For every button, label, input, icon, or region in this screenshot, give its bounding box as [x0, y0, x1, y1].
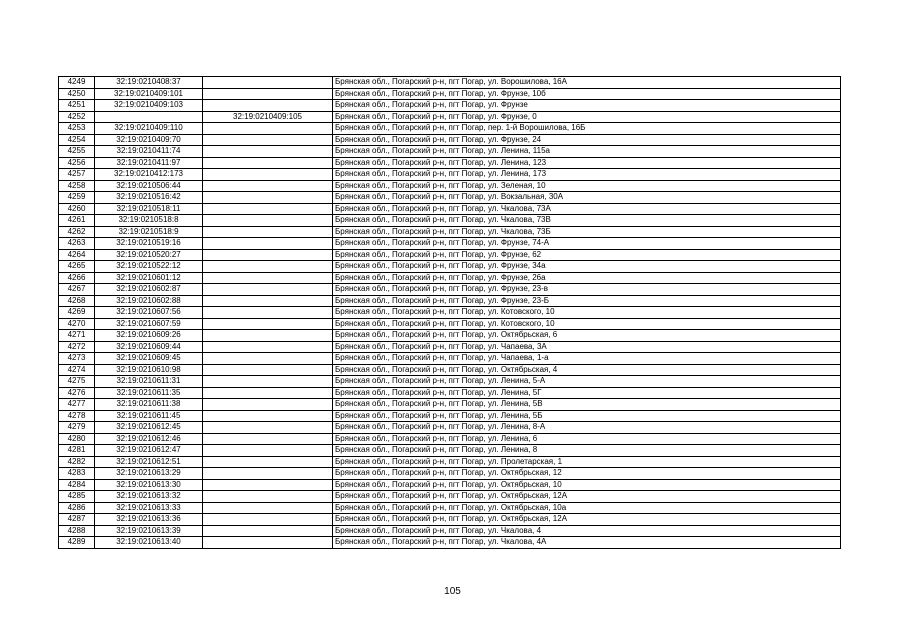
- cadastral-number-cell: [95, 111, 203, 123]
- cadastral-number-cell: 32:19:0210602:87: [95, 284, 203, 296]
- cadastral-number-alt-cell: 32:19:0210409:105: [203, 111, 333, 123]
- row-number-cell: 4263: [59, 238, 95, 250]
- cadastral-number-cell: 32:19:0210611:38: [95, 399, 203, 411]
- address-cell: Брянская обл., Погарский р-н, пгт Погар, ул. Вокзальная, 30А: [333, 192, 841, 204]
- cadastral-number-alt-cell: [203, 100, 333, 112]
- row-number-cell: 4289: [59, 537, 95, 549]
- cadastral-number-alt-cell: [203, 456, 333, 468]
- cadastral-number-cell: 32:19:0210411:74: [95, 146, 203, 158]
- table-row: [59, 410, 841, 422]
- address-cell: Брянская обл., Погарский р-н, пгт Погар, ул. Октябрьская, 12: [333, 468, 841, 480]
- cadastral-number-cell: 32:19:0210613:30: [95, 479, 203, 491]
- cadastral-number-cell: 32:19:0210609:44: [95, 341, 203, 353]
- address-cell: Брянская обл., Погарский р-н, пгт Погар, ул. Чкалова, 73Б: [333, 226, 841, 238]
- table-row: [59, 192, 841, 204]
- row-number-cell: 4266: [59, 272, 95, 284]
- table-row: [59, 330, 841, 342]
- table-row: [59, 491, 841, 503]
- address-cell: Брянская обл., Погарский р-н, пгт Погар, ул. Чапаева, 1-а: [333, 353, 841, 365]
- cadastral-number-alt-cell: [203, 410, 333, 422]
- address-cell: Брянская обл., Погарский р-н, пгт Погар, ул. Октябрьская, 10: [333, 479, 841, 491]
- row-number-cell: 4268: [59, 295, 95, 307]
- row-number-cell: 4279: [59, 422, 95, 434]
- cadastral-number-cell: 32:19:0210506:44: [95, 180, 203, 192]
- cadastral-number-alt-cell: [203, 445, 333, 457]
- cadastral-number-alt-cell: [203, 468, 333, 480]
- table-row: [59, 514, 841, 526]
- cadastral-number-cell: 32:19:0210607:59: [95, 318, 203, 330]
- row-number-cell: 4250: [59, 88, 95, 100]
- row-number-cell: 4262: [59, 226, 95, 238]
- cadastral-number-cell: 32:19:0210518:9: [95, 226, 203, 238]
- row-number-cell: 4267: [59, 284, 95, 296]
- table-row: [59, 88, 841, 100]
- row-number-cell: 4273: [59, 353, 95, 365]
- cadastral-number-cell: 32:19:0210522:12: [95, 261, 203, 273]
- cadastral-number-alt-cell: [203, 203, 333, 215]
- row-number-cell: 4280: [59, 433, 95, 445]
- cadastral-number-cell: 32:19:0210613:40: [95, 537, 203, 549]
- row-number-cell: 4253: [59, 123, 95, 135]
- address-cell: Брянская обл., Погарский р-н, пгт Погар, ул. Октябрьская, 4: [333, 364, 841, 376]
- address-cell: Брянская обл., Погарский р-н, пгт Погар, ул. Фрунзе, 62: [333, 249, 841, 261]
- cadastral-number-cell: 32:19:0210609:45: [95, 353, 203, 365]
- row-number-cell: 4282: [59, 456, 95, 468]
- address-cell: Брянская обл., Погарский р-н, пгт Погар, ул. Ворошилова, 16А: [333, 77, 841, 89]
- row-number-cell: 4281: [59, 445, 95, 457]
- address-cell: Брянская обл., Погарский р-н, пгт Погар, ул. Чапаева, 3А: [333, 341, 841, 353]
- cadastral-number-cell: 32:19:0210610:98: [95, 364, 203, 376]
- table-row: [59, 169, 841, 181]
- cadastral-number-alt-cell: [203, 123, 333, 135]
- address-cell: Брянская обл., Погарский р-н, пгт Погар, ул. Октябрьская, 6: [333, 330, 841, 342]
- cadastral-number-alt-cell: [203, 77, 333, 89]
- row-number-cell: 4278: [59, 410, 95, 422]
- address-cell: Брянская обл., Погарский р-н, пгт Погар, ул. Ленина, 5В: [333, 399, 841, 411]
- table-row: [59, 284, 841, 296]
- row-number-cell: 4284: [59, 479, 95, 491]
- cadastral-number-cell: 32:19:0210409:70: [95, 134, 203, 146]
- row-number-cell: 4274: [59, 364, 95, 376]
- cadastral-number-cell: 32:19:0210409:110: [95, 123, 203, 135]
- table-row: [59, 261, 841, 273]
- cadastral-number-cell: 32:19:0210612:51: [95, 456, 203, 468]
- cadastral-number-cell: 32:19:0210518:11: [95, 203, 203, 215]
- table-row: [59, 479, 841, 491]
- address-cell: Брянская обл., Погарский р-н, пгт Погар, ул. Фрунзе, 34а: [333, 261, 841, 273]
- table-row: [59, 215, 841, 227]
- cadastral-number-alt-cell: [203, 169, 333, 181]
- address-cell: Брянская обл., Погарский р-н, пгт Погар, ул. Фрунзе, 0: [333, 111, 841, 123]
- cadastral-number-alt-cell: [203, 330, 333, 342]
- table-row: [59, 445, 841, 457]
- table-row: [59, 502, 841, 514]
- cadastral-number-cell: 32:19:0210609:26: [95, 330, 203, 342]
- table-row: [59, 364, 841, 376]
- cadastral-number-alt-cell: [203, 399, 333, 411]
- cadastral-number-cell: 32:19:0210602:88: [95, 295, 203, 307]
- table-row: [59, 146, 841, 158]
- table-row: [59, 422, 841, 434]
- cadastral-number-alt-cell: [203, 387, 333, 399]
- cadastral-number-alt-cell: [203, 284, 333, 296]
- row-number-cell: 4254: [59, 134, 95, 146]
- cadastral-number-alt-cell: [203, 353, 333, 365]
- cadastral-number-alt-cell: [203, 364, 333, 376]
- cadastral-number-alt-cell: [203, 376, 333, 388]
- address-cell: Брянская обл., Погарский р-н, пгт Погар, ул. Ленина, 173: [333, 169, 841, 181]
- cadastral-number-cell: 32:19:0210408:37: [95, 77, 203, 89]
- table-row: [59, 307, 841, 319]
- table-row: [59, 318, 841, 330]
- cadastral-number-cell: 32:19:0210612:45: [95, 422, 203, 434]
- row-number-cell: 4265: [59, 261, 95, 273]
- row-number-cell: 4286: [59, 502, 95, 514]
- cadastral-number-alt-cell: [203, 192, 333, 204]
- address-cell: Брянская обл., Погарский р-н, пгт Погар, ул. Пролетарская, 1: [333, 456, 841, 468]
- cadastral-number-alt-cell: [203, 88, 333, 100]
- cadastral-number-alt-cell: [203, 238, 333, 250]
- table-row: [59, 77, 841, 89]
- row-number-cell: 4271: [59, 330, 95, 342]
- cadastral-number-alt-cell: [203, 226, 333, 238]
- table-row: [59, 134, 841, 146]
- row-number-cell: 4272: [59, 341, 95, 353]
- row-number-cell: 4249: [59, 77, 95, 89]
- cadastral-number-cell: 32:19:0210518:8: [95, 215, 203, 227]
- address-cell: Брянская обл., Погарский р-н, пгт Погар, ул. Фрунзе, 26а: [333, 272, 841, 284]
- address-cell: Брянская обл., Погарский р-н, пгт Погар, ул. Зеленая, 10: [333, 180, 841, 192]
- table-row: [59, 226, 841, 238]
- row-number-cell: 4276: [59, 387, 95, 399]
- table-row: [59, 376, 841, 388]
- row-number-cell: 4260: [59, 203, 95, 215]
- table-row: [59, 468, 841, 480]
- table-row: [59, 180, 841, 192]
- table-row: [59, 537, 841, 549]
- cadastral-number-alt-cell: [203, 525, 333, 537]
- row-number-cell: 4259: [59, 192, 95, 204]
- address-cell: Брянская обл., Погарский р-н, пгт Погар, ул. Фрунзе, 23-в: [333, 284, 841, 296]
- cadastral-number-alt-cell: [203, 479, 333, 491]
- cadastral-number-alt-cell: [203, 134, 333, 146]
- table-row: [59, 353, 841, 365]
- table-row: [59, 399, 841, 411]
- table-row: [59, 341, 841, 353]
- cadastral-number-alt-cell: [203, 180, 333, 192]
- address-cell: Брянская обл., Погарский р-н, пгт Погар, ул. Ленина, 123: [333, 157, 841, 169]
- cadastral-number-alt-cell: [203, 341, 333, 353]
- table-row: [59, 249, 841, 261]
- cadastral-number-alt-cell: [203, 215, 333, 227]
- row-number-cell: 4257: [59, 169, 95, 181]
- cadastral-number-cell: 32:19:0210611:45: [95, 410, 203, 422]
- cadastral-number-cell: 32:19:0210613:33: [95, 502, 203, 514]
- table-row: [59, 123, 841, 135]
- address-cell: Брянская обл., Погарский р-н, пгт Погар, ул. Ленина, 5Б: [333, 410, 841, 422]
- address-cell: Брянская обл., Погарский р-н, пгт Погар, ул. Ленина, 5-А: [333, 376, 841, 388]
- row-number-cell: 4269: [59, 307, 95, 319]
- cadastral-number-cell: 32:19:0210613:29: [95, 468, 203, 480]
- address-cell: Брянская обл., Погарский р-н, пгт Погар, ул. Октябрьская, 12А: [333, 491, 841, 503]
- cadastral-number-cell: 32:19:0210611:35: [95, 387, 203, 399]
- property-registry-table: [58, 76, 841, 549]
- cadastral-number-cell: 32:19:0210612:47: [95, 445, 203, 457]
- address-cell: Брянская обл., Погарский р-н, пгт Погар, ул. Октябрьская, 12А: [333, 514, 841, 526]
- cadastral-number-alt-cell: [203, 249, 333, 261]
- address-cell: Брянская обл., Погарский р-н, пгт Погар, ул. Фрунзе: [333, 100, 841, 112]
- cadastral-number-alt-cell: [203, 272, 333, 284]
- address-cell: Брянская обл., Погарский р-н, пгт Погар, ул. Октябрьская, 10а: [333, 502, 841, 514]
- address-cell: Брянская обл., Погарский р-н, пгт Погар, ул. Ленина, 5Г: [333, 387, 841, 399]
- row-number-cell: 4255: [59, 146, 95, 158]
- address-cell: Брянская обл., Погарский р-н, пгт Погар, ул. Чкалова, 4А: [333, 537, 841, 549]
- table-row: [59, 272, 841, 284]
- cadastral-number-alt-cell: [203, 307, 333, 319]
- registry-table-body: [59, 77, 841, 549]
- table-row: [59, 157, 841, 169]
- row-number-cell: 4256: [59, 157, 95, 169]
- cadastral-number-alt-cell: [203, 261, 333, 273]
- cadastral-number-alt-cell: [203, 157, 333, 169]
- address-cell: Брянская обл., Погарский р-н, пгт Погар, ул. Котовского, 10: [333, 318, 841, 330]
- cadastral-number-cell: 32:19:0210611:31: [95, 376, 203, 388]
- cadastral-number-cell: 32:19:0210613:32: [95, 491, 203, 503]
- cadastral-number-cell: 32:19:0210613:39: [95, 525, 203, 537]
- row-number-cell: 4251: [59, 100, 95, 112]
- table-row: [59, 433, 841, 445]
- table-row: [59, 295, 841, 307]
- cadastral-number-alt-cell: [203, 318, 333, 330]
- address-cell: Брянская обл., Погарский р-н, пгт Погар, ул. Фрунзе, 23-Б: [333, 295, 841, 307]
- cadastral-number-cell: 32:19:0210409:101: [95, 88, 203, 100]
- table-row: [59, 100, 841, 112]
- address-cell: Брянская обл., Погарский р-н, пгт Погар, ул. Фрунзе, 24: [333, 134, 841, 146]
- table-row: [59, 456, 841, 468]
- cadastral-number-cell: 32:19:0210412:173: [95, 169, 203, 181]
- table-row: [59, 525, 841, 537]
- row-number-cell: 4252: [59, 111, 95, 123]
- address-cell: Брянская обл., Погарский р-н, пгт Погар, ул. Котовского, 10: [333, 307, 841, 319]
- table-row: [59, 238, 841, 250]
- row-number-cell: 4283: [59, 468, 95, 480]
- address-cell: Брянская обл., Погарский р-н, пгт Погар, ул. Фрунзе, 74-А: [333, 238, 841, 250]
- address-cell: Брянская обл., Погарский р-н, пгт Погар, пер. 1-й Ворошилова, 16Б: [333, 123, 841, 135]
- row-number-cell: 4264: [59, 249, 95, 261]
- cadastral-number-cell: 32:19:0210612:46: [95, 433, 203, 445]
- cadastral-number-cell: 32:19:0210607:56: [95, 307, 203, 319]
- address-cell: Брянская обл., Погарский р-н, пгт Погар, ул. Ленина, 8-А: [333, 422, 841, 434]
- cadastral-number-cell: 32:19:0210519:16: [95, 238, 203, 250]
- page-number: 105: [444, 586, 461, 597]
- address-cell: Брянская обл., Погарский р-н, пгт Погар, ул. Ленина, 115а: [333, 146, 841, 158]
- cadastral-number-cell: 32:19:0210516:42: [95, 192, 203, 204]
- cadastral-number-alt-cell: [203, 295, 333, 307]
- row-number-cell: 4275: [59, 376, 95, 388]
- cadastral-number-alt-cell: [203, 537, 333, 549]
- address-cell: Брянская обл., Погарский р-н, пгт Погар, ул. Чкалова, 73В: [333, 215, 841, 227]
- row-number-cell: 4258: [59, 180, 95, 192]
- address-cell: Брянская обл., Погарский р-н, пгт Погар, ул. Чкалова, 73А: [333, 203, 841, 215]
- address-cell: Брянская обл., Погарский р-н, пгт Погар, ул. Ленина, 6: [333, 433, 841, 445]
- address-cell: Брянская обл., Погарский р-н, пгт Погар, ул. Чкалова, 4: [333, 525, 841, 537]
- cadastral-number-cell: 32:19:0210601:12: [95, 272, 203, 284]
- row-number-cell: 4261: [59, 215, 95, 227]
- cadastral-number-alt-cell: [203, 146, 333, 158]
- cadastral-number-alt-cell: [203, 422, 333, 434]
- address-cell: Брянская обл., Погарский р-н, пгт Погар, ул. Фрунзе, 10б: [333, 88, 841, 100]
- cadastral-number-cell: 32:19:0210409:103: [95, 100, 203, 112]
- cadastral-number-alt-cell: [203, 433, 333, 445]
- row-number-cell: 4288: [59, 525, 95, 537]
- cadastral-number-cell: 32:19:0210520:27: [95, 249, 203, 261]
- row-number-cell: 4285: [59, 491, 95, 503]
- cadastral-number-alt-cell: [203, 491, 333, 503]
- table-row: [59, 387, 841, 399]
- row-number-cell: 4287: [59, 514, 95, 526]
- row-number-cell: 4277: [59, 399, 95, 411]
- table-row: [59, 111, 841, 123]
- row-number-cell: 4270: [59, 318, 95, 330]
- cadastral-number-alt-cell: [203, 502, 333, 514]
- address-cell: Брянская обл., Погарский р-н, пгт Погар, ул. Ленина, 8: [333, 445, 841, 457]
- cadastral-number-alt-cell: [203, 514, 333, 526]
- cadastral-number-cell: 32:19:0210411:97: [95, 157, 203, 169]
- table-row: [59, 203, 841, 215]
- cadastral-number-cell: 32:19:0210613:36: [95, 514, 203, 526]
